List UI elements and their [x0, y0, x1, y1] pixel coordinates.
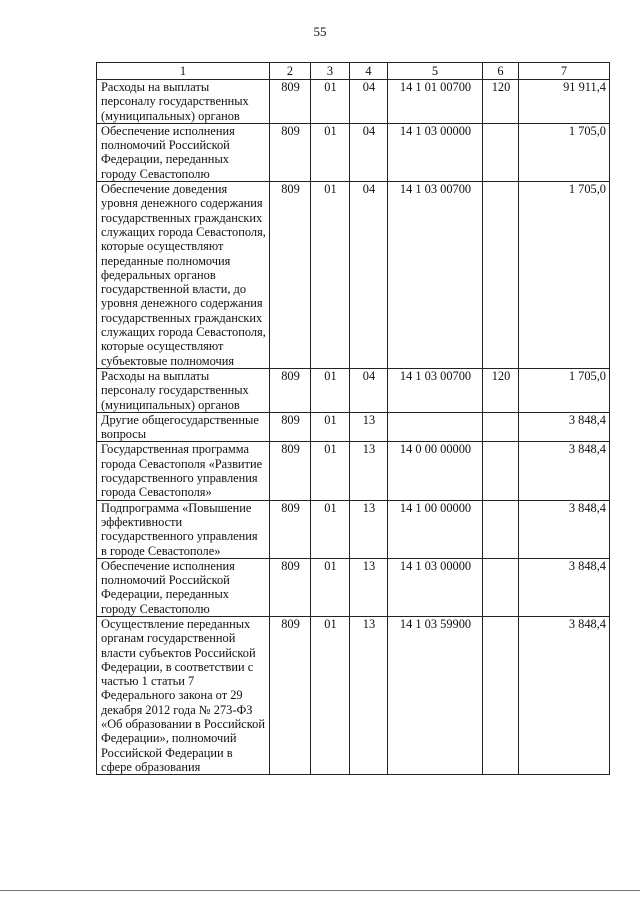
table-row	[97, 442, 610, 500]
row-sum: 91 911,4	[519, 80, 610, 124]
header-cell: 1	[97, 63, 270, 80]
row-vr	[483, 616, 519, 774]
row-name: Обеспечение исполнения полномочий Российской Федерации, переданных городу Севастополю	[97, 558, 270, 616]
header-cell: 2	[270, 63, 311, 80]
row-name: Другие общегосударственные вопросы	[97, 412, 270, 442]
table-row	[97, 616, 610, 774]
row-name: Расходы на выплаты персоналу государственных (муниципальных) органов	[97, 368, 270, 412]
row-ved: 809	[270, 442, 311, 500]
row-ved: 809	[270, 500, 311, 558]
row-pr: 13	[350, 616, 388, 774]
row-name: Расходы на выплаты персоналу государственных (муниципальных) органов	[97, 80, 270, 124]
row-pr: 04	[350, 123, 388, 181]
row-rz: 01	[311, 500, 350, 558]
header-cell: 6	[483, 63, 519, 80]
row-name: Обеспечение исполнения полномочий Российской Федерации, переданных городу Севастополю	[97, 123, 270, 181]
row-pr: 04	[350, 80, 388, 124]
row-csr: 14 1 03 00700	[388, 182, 483, 369]
row-csr: 14 1 01 00700	[388, 80, 483, 124]
table-row	[97, 412, 610, 442]
header-cell: 4	[350, 63, 388, 80]
row-csr: 14 0 00 00000	[388, 442, 483, 500]
row-name: Подпрограмма «Повышение эффективности государственного управления в городе Севастополе»	[97, 500, 270, 558]
row-sum: 1 705,0	[519, 182, 610, 369]
row-csr: 14 1 03 59900	[388, 616, 483, 774]
row-csr: 14 1 03 00700	[388, 368, 483, 412]
header-cell: 5	[388, 63, 483, 80]
row-rz: 01	[311, 616, 350, 774]
row-pr: 13	[350, 442, 388, 500]
row-csr: 14 1 03 00000	[388, 123, 483, 181]
row-name: Государственная программа города Севастополя «Развитие государственного управления города Севастополя»	[97, 442, 270, 500]
row-vr	[483, 412, 519, 442]
row-rz: 01	[311, 80, 350, 124]
row-csr: 14 1 00 00000	[388, 500, 483, 558]
row-vr	[483, 442, 519, 500]
row-ved: 809	[270, 412, 311, 442]
row-vr	[483, 500, 519, 558]
row-ved: 809	[270, 123, 311, 181]
table-row	[97, 368, 610, 412]
row-ved: 809	[270, 368, 311, 412]
row-pr: 13	[350, 558, 388, 616]
row-ved: 809	[270, 80, 311, 124]
page-bottom-divider	[0, 890, 640, 891]
row-rz: 01	[311, 182, 350, 369]
row-vr: 120	[483, 368, 519, 412]
row-pr: 13	[350, 500, 388, 558]
header-cell: 3	[311, 63, 350, 80]
row-sum: 1 705,0	[519, 368, 610, 412]
row-ved: 809	[270, 616, 311, 774]
row-name: Осуществление переданных органам государственной власти субъектов Российской Федерации, в соответствии с частью 1 статьи 7 Федерального закона от 29 декабря 2012 года № 273-ФЗ «Об образовании в Российской Федерации», полномочий Российской Федерации в сфере образования	[97, 616, 270, 774]
table-row	[97, 182, 610, 369]
row-vr: 120	[483, 80, 519, 124]
row-vr	[483, 558, 519, 616]
row-vr	[483, 182, 519, 369]
row-pr: 04	[350, 368, 388, 412]
row-sum: 3 848,4	[519, 616, 610, 774]
row-rz: 01	[311, 123, 350, 181]
table-row	[97, 558, 610, 616]
row-pr: 04	[350, 182, 388, 369]
row-rz: 01	[311, 442, 350, 500]
row-sum: 3 848,4	[519, 412, 610, 442]
table-row	[97, 123, 610, 181]
row-rz: 01	[311, 368, 350, 412]
row-name: Обеспечение доведения уровня денежного содержания государственных гражданских служащих города Севастополя, которые осуществляют переданные полномочия федеральных органов государственной власти, до уровня денежного содержания государственных гражданских служащих города Севастополя, которые осуществляют субъектовые полномочия	[97, 182, 270, 369]
row-sum: 3 848,4	[519, 442, 610, 500]
table-row	[97, 80, 610, 124]
row-vr	[483, 123, 519, 181]
row-pr: 13	[350, 412, 388, 442]
table-row	[97, 500, 610, 558]
budget-table	[96, 62, 610, 775]
row-csr	[388, 412, 483, 442]
row-ved: 809	[270, 558, 311, 616]
row-sum: 1 705,0	[519, 123, 610, 181]
row-rz: 01	[311, 558, 350, 616]
header-row	[97, 63, 610, 80]
header-cell: 7	[519, 63, 610, 80]
row-csr: 14 1 03 00000	[388, 558, 483, 616]
row-rz: 01	[311, 412, 350, 442]
row-ved: 809	[270, 182, 311, 369]
row-sum: 3 848,4	[519, 558, 610, 616]
row-sum: 3 848,4	[519, 500, 610, 558]
page-number: 55	[313, 24, 327, 39]
